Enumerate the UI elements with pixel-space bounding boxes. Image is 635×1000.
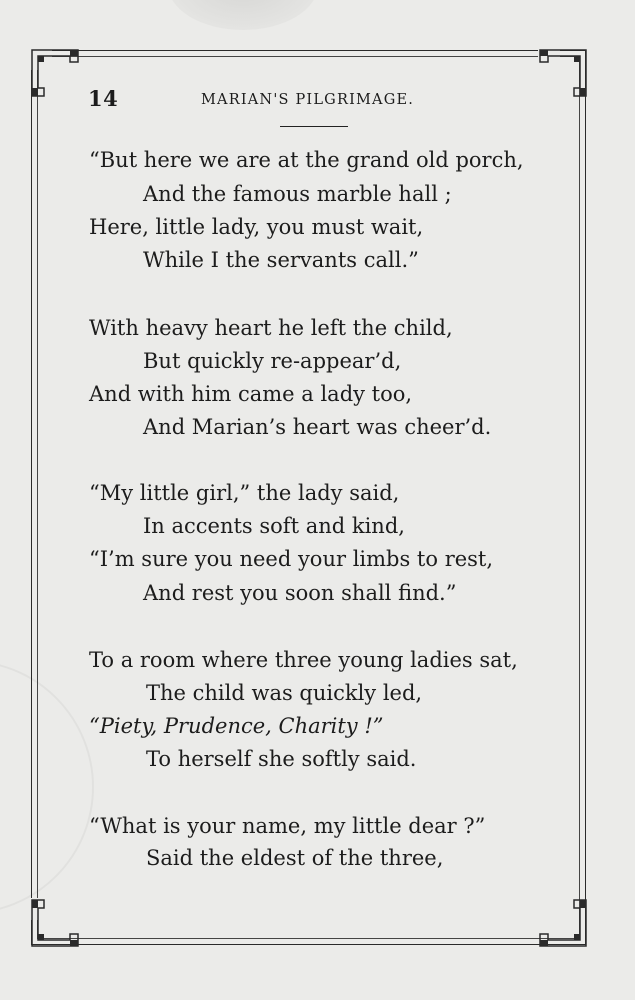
poem-line: “What is your name, my little dear ?”	[89, 814, 486, 838]
poem-line: “Piety, Prudence, Charity !”	[89, 714, 384, 738]
poem-line: And the famous marble hall ;	[143, 182, 452, 206]
poem-line: To a room where three young ladies sat,	[89, 648, 518, 672]
running-title: MARIAN'S PILGRIMAGE.	[201, 92, 415, 108]
poem-line: But quickly re-appear’d,	[143, 349, 402, 373]
poem-line: With heavy heart he left the child,	[89, 316, 453, 340]
poem-line: The child was quickly led,	[146, 681, 423, 705]
poem-line: “My little girl,” the lady said,	[89, 481, 400, 505]
poem-line: Here, little lady, you must wait,	[89, 215, 424, 239]
poem-line: And rest you soon shall find.”	[143, 581, 457, 605]
poem-line: And Marian’s heart was cheer’d.	[143, 415, 492, 439]
page-number: 14	[88, 86, 119, 111]
poem-line: To herself she softly said.	[146, 747, 417, 771]
poem-line: “But here we are at the grand old porch,	[89, 148, 524, 172]
poem-line: Said the eldest of the three,	[146, 846, 444, 870]
poem-line: In accents soft and kind,	[143, 514, 405, 538]
poem-line: While I the servants call.”	[143, 248, 419, 272]
poem-line: And with him came a lady too,	[89, 382, 413, 406]
poem-line: “I’m sure you need your limbs to rest,	[89, 547, 494, 571]
